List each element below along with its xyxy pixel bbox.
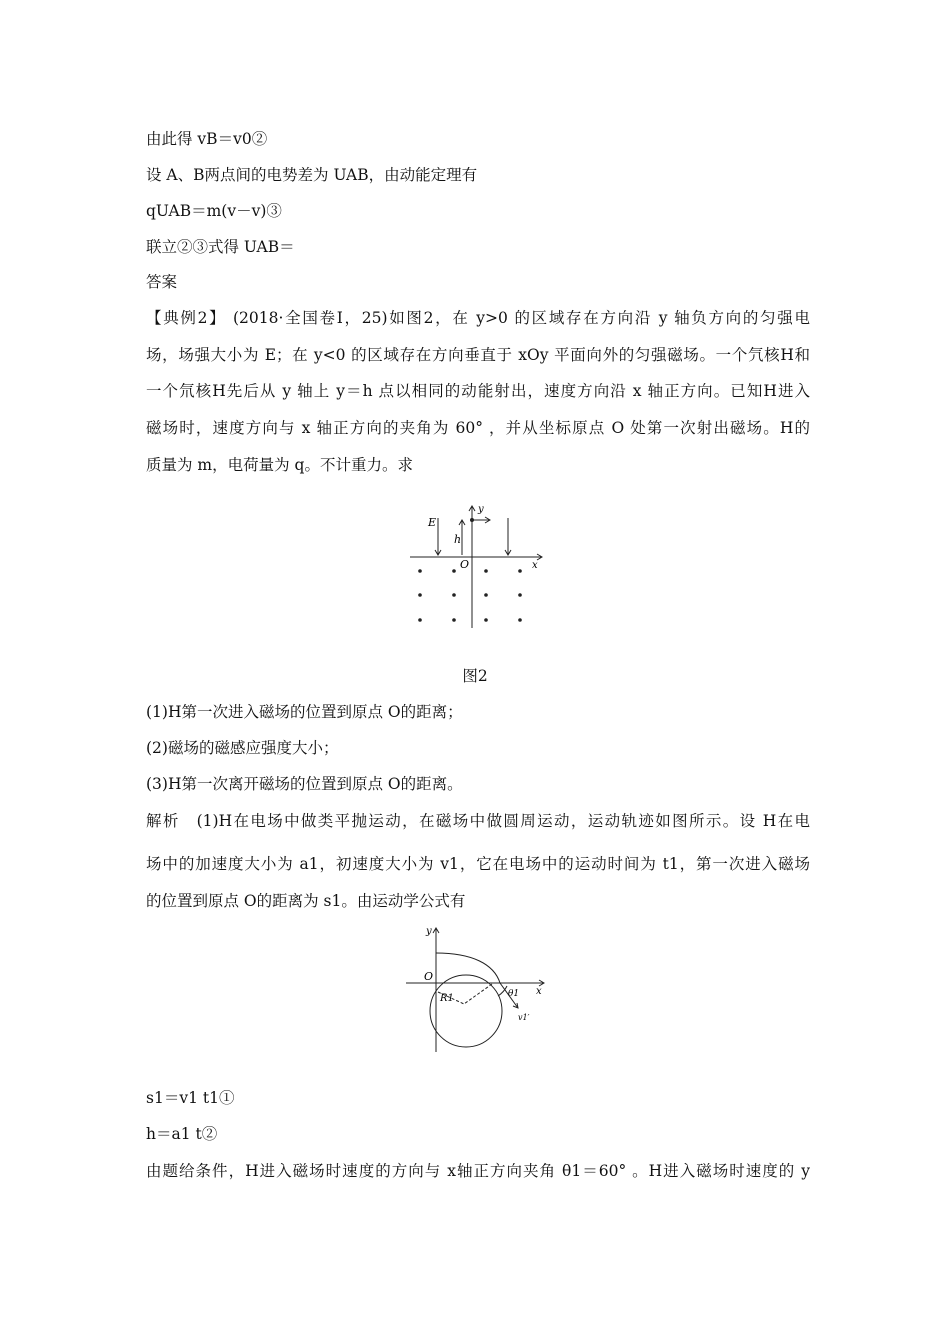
example-2-line-2: 场，场强大小为 E；在 y<0 的区域存在方向垂直于 xOy 平面向外的匀强磁场。一个氕核H和: [146, 346, 810, 364]
equation-1: s1＝v1 t1①: [146, 1089, 235, 1107]
text-line-4: 联立②③式得 UAB＝: [146, 238, 295, 256]
example-2-line-4: 磁场时，速度方向与 x 轴正方向的夹角为 60° ，并从坐标原点 O 处第一次射出磁场。H的: [146, 419, 810, 437]
label-v1-prime: v1′: [518, 1013, 530, 1022]
trajectory-diagram: [400, 922, 550, 1057]
label-x: x: [532, 560, 538, 571]
example-2-line-5: 质量为 m，电荷量为 q。不计重力。求: [146, 456, 413, 474]
example-2-line-1: 【典例2】 (2018·全国卷Ⅰ，25)如图2，在 y>0 的区域存在方向沿 y 轴负方向的匀强电: [146, 309, 810, 327]
figure-2-caption: 图2: [462, 667, 488, 685]
equation-2: h＝a1 t②: [146, 1125, 218, 1143]
question-2: (2)磁场的磁感应强度大小；: [146, 739, 339, 757]
label-e: E: [428, 516, 437, 529]
solution-line-1: 解析 (1)H在电场中做类平抛运动，在磁场中做圆周运动，运动轨迹如图所示。设 H在电: [146, 812, 810, 830]
text-line-3: qUAB＝m(v－v)③: [146, 202, 282, 220]
label-o: O: [460, 558, 470, 571]
label-theta1: θ1: [508, 989, 520, 999]
figure-2-diagram: [400, 498, 550, 633]
question-3: (3)H第一次离开磁场的位置到原点 O的距离。: [146, 775, 463, 793]
question-1: (1)H第一次进入磁场的位置到原点 O的距离；: [146, 703, 463, 721]
label-y: y: [478, 504, 484, 515]
label-y-2: y: [426, 926, 432, 937]
label-o-2: O: [424, 970, 434, 983]
label-h: h: [454, 533, 462, 546]
solution-line-2: 场中的加速度大小为 a1，初速度大小为 v1，它在电场中的运动时间为 t1，第一次进入磁场: [146, 855, 810, 873]
text-line-2: 设 A、B两点间的电势差为 UAB，由动能定理有: [146, 166, 478, 184]
text-line-1: 由此得 vB＝v0②: [146, 130, 268, 148]
text-line-5: 答案: [146, 273, 178, 291]
label-x-2: x: [536, 986, 542, 997]
solution-line-4: 由题给条件，H进入磁场时速度的方向与 x轴正方向夹角 θ1＝60° 。H进入磁场时速度的 y: [146, 1162, 810, 1180]
example-2-line-3: 一个氘核H先后从 y 轴上 y＝h 点以相同的动能射出，速度方向沿 x 轴正方向。已知H进入: [146, 382, 810, 400]
label-r1: R1: [440, 993, 454, 1004]
solution-line-3: 的位置到原点 O的距离为 s1。由运动学公式有: [146, 892, 466, 910]
